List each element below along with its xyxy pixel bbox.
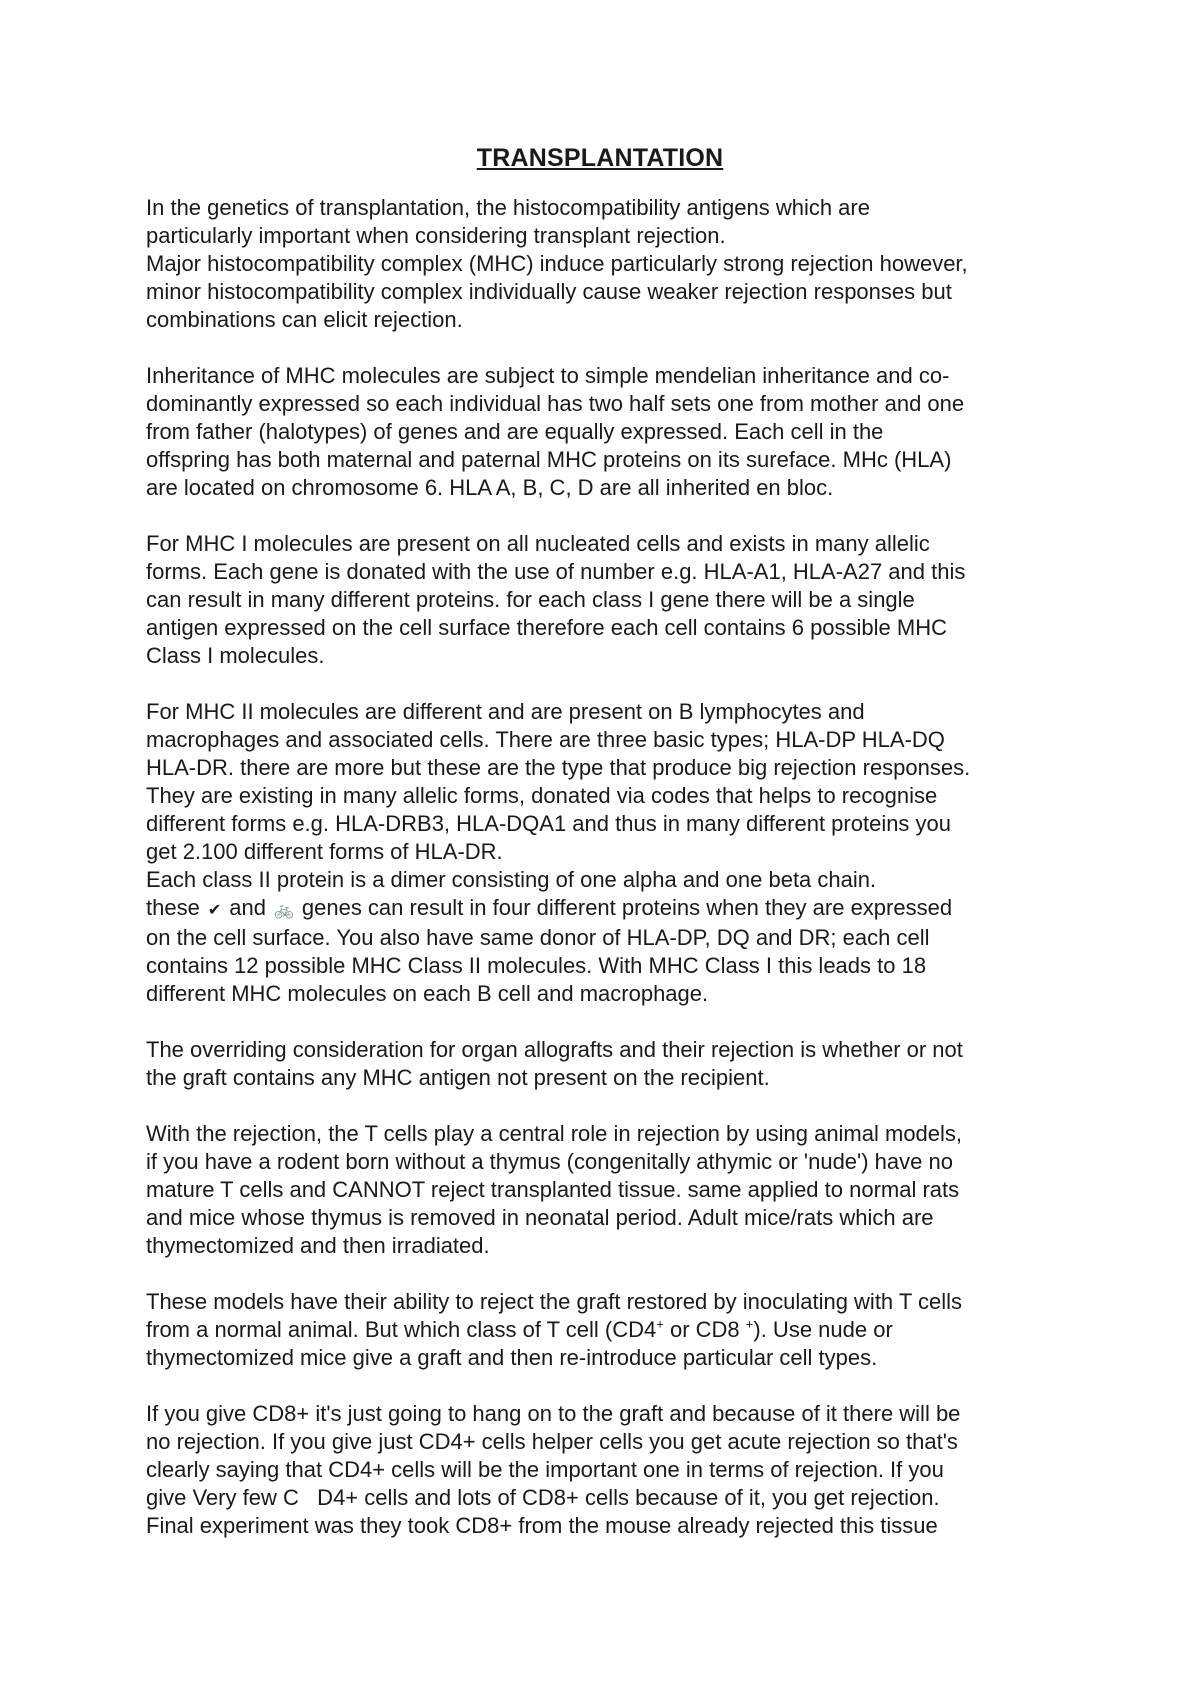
- paragraph-allografts: [146, 1036, 1076, 1092]
- paragraph-mhc-class-1: [146, 530, 1076, 670]
- text-line: combinations can elicit rejection.: [146, 307, 463, 332]
- text-line: on the cell surface. You also have same donor of HLA-DP, DQ and DR; each cell: [146, 925, 930, 950]
- text-fragment: and: [229, 895, 266, 920]
- text-line: from father (halotypes) of genes and are equally expressed. Each cell in the: [146, 419, 884, 444]
- text-line: different forms e.g. HLA-DRB3, HLA-DQA1 and thus in many different proteins you: [146, 811, 952, 836]
- paragraph-models: [146, 1288, 1076, 1372]
- text-line: clearly saying that CD4+ cells will be the important one in terms of rejection. If you: [146, 1457, 944, 1482]
- text-line: particularly important when considering transplant rejection.: [146, 223, 726, 248]
- text-line: mature T cells and CANNOT reject transplanted tissue. same applied to normal rats: [146, 1177, 960, 1202]
- text-line: antigen expressed on the cell surface therefore each cell contains 6 possible MHC: [146, 615, 948, 640]
- superscript-plus: +: [656, 1316, 664, 1332]
- paragraph-inheritance: [146, 362, 1076, 502]
- text-line: Each class II protein is a dimer consisting of one alpha and one beta chain.: [146, 867, 877, 892]
- text-line: Class I molecules.: [146, 643, 325, 668]
- text-line: forms. Each gene is donated with the use of number e.g. HLA-A1, HLA-A27 and this: [146, 559, 966, 584]
- document-body: [146, 194, 1076, 1568]
- text-line: For MHC I molecules are present on all nucleated cells and exists in many allelic: [146, 531, 930, 556]
- text-line: thymectomized mice give a graft and then re-introduce particular cell types.: [146, 1345, 878, 1370]
- text-line: They are existing in many allelic forms, donated via codes that helps to recognise: [146, 783, 938, 808]
- text-line: The overriding consideration for organ allografts and their rejection is whether or not: [146, 1037, 963, 1062]
- text-line: HLA-DR. there are more but these are the type that produce big rejection responses.: [146, 755, 971, 780]
- text-line: give Very few C D4+ cells and lots of CD8+ cells because of it, you get rejection.: [146, 1485, 940, 1510]
- text-line: different MHC molecules on each B cell and macrophage.: [146, 981, 709, 1006]
- text-line: the graft contains any MHC antigen not present on the recipient.: [146, 1065, 770, 1090]
- text-line: macrophages and associated cells. There are three basic types; HLA-DP HLA-DQ: [146, 727, 945, 752]
- paragraph-genetics: [146, 194, 1076, 334]
- text-line: For MHC II molecules are different and are present on B lymphocytes and: [146, 699, 865, 724]
- text-fragment: these: [146, 895, 200, 920]
- checkmark-icon: ✔: [207, 900, 222, 919]
- paragraph-experiment: [146, 1400, 1076, 1540]
- text-line-with-symbols: [146, 894, 1076, 924]
- text-line: If you give CD8+ it's just going to hang on to the graft and because of it there will be: [146, 1401, 961, 1426]
- text-fragment: genes can result in four different proteins when they are expressed: [301, 895, 953, 920]
- text-line: and mice whose thymus is removed in neonatal period. Adult mice/rats which are: [146, 1205, 934, 1230]
- text-line: no rejection. If you give just CD4+ cells helper cells you get acute rejection so that's: [146, 1429, 958, 1454]
- text-line: In the genetics of transplantation, the histocompatibility antigens which are: [146, 195, 870, 220]
- text-fragment: from a normal animal. But which class of T cell (CD4: [146, 1317, 657, 1342]
- text-line: if you have a rodent born without a thymus (congenitally athymic or 'nude') have no: [146, 1149, 953, 1174]
- text-line: dominantly expressed so each individual has two half sets one from mother and one: [146, 391, 965, 416]
- text-line: thymectomized and then irradiated.: [146, 1233, 490, 1258]
- text-line: These models have their ability to reject the graft restored by inoculating with T cells: [146, 1289, 963, 1314]
- text-line: get 2.100 different forms of HLA-DR.: [146, 839, 503, 864]
- text-line: With the rejection, the T cells play a central role in rejection by using animal models,: [146, 1121, 963, 1146]
- text-line: are located on chromosome 6. HLA A, B, C, D are all inherited en bloc.: [146, 475, 834, 500]
- text-line-with-superscripts: [146, 1316, 1076, 1344]
- paragraph-mhc-class-2: [146, 698, 1076, 1008]
- text-line: contains 12 possible MHC Class II molecules. With MHC Class I this leads to 18: [146, 953, 927, 978]
- paragraph-t-cells: [146, 1120, 1076, 1260]
- text-line: Major histocompatibility complex (MHC) induce particularly strong rejection however,: [146, 251, 968, 276]
- text-line: Final experiment was they took CD8+ from the mouse already rejected this tissue: [146, 1513, 938, 1538]
- text-line: Inheritance of MHC molecules are subject to simple mendelian inheritance and co-: [146, 363, 950, 388]
- text-fragment: or CD8: [663, 1317, 746, 1342]
- text-line: can result in many different proteins. for each class I gene there will be a single: [146, 587, 915, 612]
- superscript-plus: +: [745, 1316, 754, 1332]
- text-line: offspring has both maternal and paternal MHC proteins on its sureface. MHc (HLA): [146, 447, 952, 472]
- text-fragment: ). Use nude or: [753, 1317, 893, 1342]
- document-title: TRANSPLANTATION: [476, 144, 724, 172]
- bicycle-icon: 🚲: [273, 900, 294, 919]
- text-line: minor histocompatibility complex individually cause weaker rejection responses but: [146, 279, 952, 304]
